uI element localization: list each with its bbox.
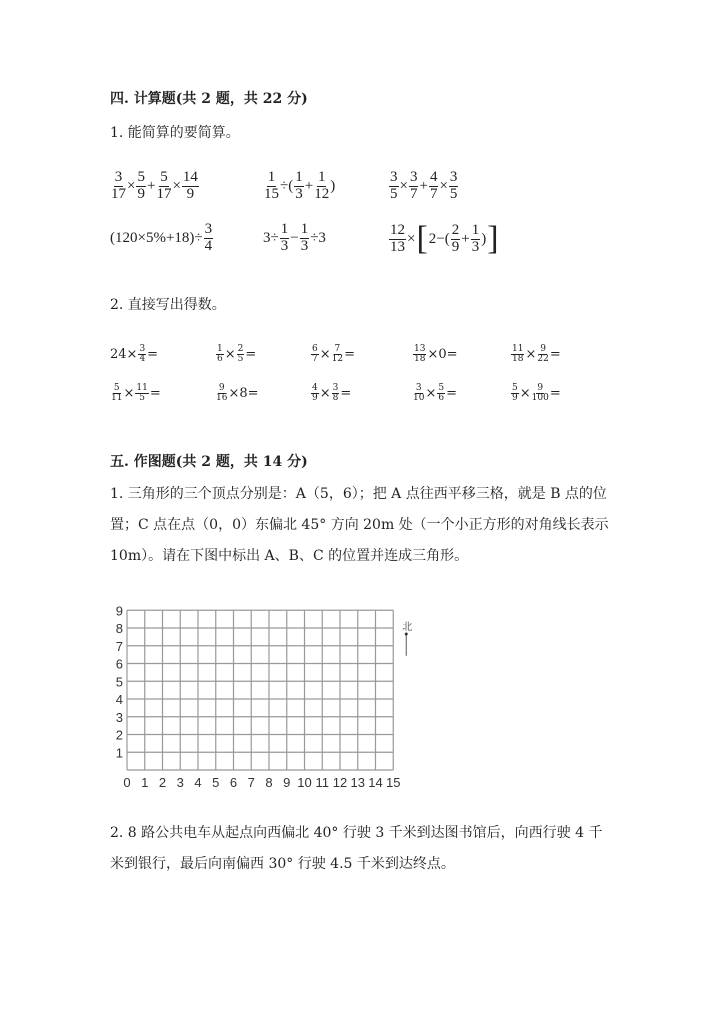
math-expression — [263, 170, 335, 203]
math-text: × — [172, 177, 181, 194]
math-text: (120×5%+18)÷ — [110, 229, 203, 246]
fraction — [311, 345, 319, 365]
numerator: 5 — [137, 169, 145, 185]
numerator: 3 — [415, 383, 422, 393]
denominator: 18 — [414, 354, 426, 365]
y-axis-label: 6 — [115, 656, 123, 672]
fraction — [294, 170, 304, 203]
fraction — [264, 170, 279, 203]
numerator: 12 — [390, 221, 405, 238]
fraction — [332, 384, 340, 404]
s5-q2-text — [110, 818, 610, 880]
math-text: = — [149, 386, 161, 402]
y-axis-label: 1 — [115, 745, 123, 761]
coordinate-grid[interactable] — [105, 600, 425, 795]
denominator: 17 — [156, 185, 172, 202]
math-text: × — [425, 386, 437, 402]
math-expression — [510, 345, 561, 365]
math-expression — [412, 384, 457, 404]
fraction — [429, 170, 439, 203]
math-expression — [215, 345, 256, 365]
denominator: 5 — [237, 354, 244, 365]
numerator: 3 — [332, 383, 339, 393]
denominator: 100 — [531, 393, 549, 404]
fraction — [237, 345, 245, 365]
north-label: 北 — [402, 622, 413, 633]
math-text: − — [290, 229, 299, 246]
math-text: × — [319, 386, 331, 402]
math-expression — [110, 345, 158, 365]
denominator: 15 — [264, 185, 279, 202]
text-line: 1. 三角形的三个顶点分别是：A（5，6）；把 A 点往西平移三格，就是 B 点的位 — [110, 486, 607, 502]
x-axis-label: 1 — [141, 775, 149, 790]
denominator: 9 — [312, 393, 318, 404]
denominator: 5 — [390, 185, 398, 202]
numerator: 1 — [280, 221, 289, 237]
denominator: 3 — [280, 237, 289, 254]
numerator: 3 — [139, 344, 146, 354]
text-line: 10m）。请在下图中标出 A、B、C 的位置并连成三角形。 — [110, 548, 469, 564]
denominator: 7 — [312, 354, 318, 365]
denominator: 17 — [111, 185, 126, 202]
numerator: 6 — [312, 344, 318, 354]
fraction — [135, 384, 148, 404]
y-axis-label: 3 — [115, 709, 123, 725]
y-axis-label: 8 — [115, 621, 123, 636]
fraction — [204, 222, 214, 255]
math-text: = — [245, 347, 257, 363]
numerator: 9 — [537, 383, 544, 393]
math-text: × — [519, 386, 531, 402]
math-text: × — [123, 386, 135, 402]
fraction — [300, 222, 310, 255]
fraction — [451, 223, 461, 256]
x-axis-label: 7 — [247, 775, 255, 790]
math-text: + — [419, 177, 428, 194]
x-axis-label: 14 — [368, 775, 383, 790]
numerator: 4 — [429, 169, 438, 185]
numerator: 3 — [390, 169, 398, 185]
numerator: 5 — [160, 169, 168, 185]
numerator: 5 — [438, 383, 445, 393]
math-expression — [388, 170, 459, 203]
numerator: 7 — [334, 344, 341, 354]
math-expression — [263, 222, 326, 255]
numerator: 3 — [114, 169, 123, 185]
denominator: 3 — [295, 185, 303, 202]
numerator: 1 — [295, 169, 303, 185]
numerator: 11 — [136, 383, 148, 393]
denominator: 10 — [413, 393, 425, 404]
x-axis-label: 9 — [283, 775, 291, 790]
fraction — [437, 384, 445, 404]
q2-label: 2. 直接写出得数。 — [110, 297, 226, 313]
x-axis-label: 13 — [350, 775, 365, 790]
fraction — [389, 223, 406, 256]
numerator: 5 — [512, 383, 518, 393]
q1-label: 1. 能简算的要简算。 — [110, 125, 240, 141]
y-axis-label: 7 — [115, 638, 123, 654]
denominator: 16 — [216, 393, 228, 404]
denominator: 7 — [429, 185, 438, 202]
denominator: 4 — [139, 354, 146, 365]
numerator: 1 — [267, 169, 276, 185]
math-text: ×8= — [228, 386, 259, 402]
numerator: 9 — [540, 344, 546, 354]
bracket: ] — [487, 220, 499, 257]
fraction — [413, 384, 424, 404]
numerator: 5 — [113, 383, 120, 393]
section5-title: 五. 作图题(共 2 题，共 14 分) — [110, 454, 308, 470]
math-text: ) — [481, 230, 487, 247]
math-expression — [310, 345, 355, 365]
math-text: = — [344, 347, 355, 363]
denominator: 6 — [217, 354, 223, 365]
math-text: × — [407, 230, 416, 247]
math-text: + — [461, 230, 470, 247]
denominator: 13 — [390, 238, 405, 255]
math-text: = — [446, 386, 457, 402]
bracket: [ — [416, 220, 428, 257]
fraction — [413, 345, 426, 365]
denominator: 8 — [332, 393, 339, 404]
fraction — [471, 223, 481, 256]
y-axis-label: 4 — [115, 692, 123, 707]
math-text: × — [439, 177, 448, 194]
fraction — [537, 345, 548, 365]
numerator: 14 — [182, 169, 198, 185]
y-axis-label: 9 — [115, 603, 123, 619]
math-text: = — [549, 347, 561, 363]
math-text: 24× — [110, 347, 138, 363]
denominator: 9 — [512, 393, 518, 404]
numerator: 3 — [204, 221, 213, 237]
x-axis-label: 4 — [194, 775, 202, 790]
math-text: ÷( — [280, 177, 294, 194]
x-axis-label: 6 — [229, 775, 238, 790]
text-line: 置；C 点在点（0，0）东偏北 45° 方向 20m 处（一个小正方形的对角线长表示 — [110, 517, 609, 533]
math-expression — [310, 384, 351, 404]
fraction — [389, 170, 399, 203]
fraction — [280, 222, 290, 255]
numerator: 11 — [512, 344, 524, 354]
numerator: 2 — [451, 221, 460, 238]
denominator: 12 — [314, 185, 330, 202]
math-expression — [510, 384, 561, 404]
fraction — [511, 345, 524, 365]
denominator: 11 — [111, 393, 123, 404]
math-text: 3÷ — [263, 229, 279, 246]
math-text: × — [127, 177, 136, 194]
math-text: × — [525, 347, 537, 363]
north-arrow-head-icon — [405, 633, 408, 636]
denominator: 4 — [204, 237, 213, 254]
denominator: 18 — [512, 354, 524, 365]
text-line: 2. 8 路公共电车从起点向西偏北 40° 行驶 3 千米到达图书馆后，向西行驶 4 千 — [110, 825, 603, 841]
fraction — [532, 384, 549, 404]
section4-title: 四. 计算题(共 2 题，共 22 分) — [110, 91, 308, 107]
numerator: 1 — [471, 221, 480, 238]
fraction — [138, 345, 146, 365]
math-text: ÷3 — [310, 229, 326, 246]
math-expression — [110, 384, 161, 404]
x-axis-label: 15 — [386, 775, 401, 790]
numerator: 13 — [414, 344, 426, 354]
denominator: 3 — [471, 238, 480, 255]
fraction — [156, 170, 171, 203]
fraction — [182, 170, 199, 203]
fraction — [332, 345, 343, 365]
denominator: 9 — [451, 238, 460, 255]
denominator: 22 — [537, 354, 549, 365]
math-text: + — [146, 177, 156, 194]
fraction — [409, 170, 419, 203]
fraction — [136, 170, 146, 203]
x-axis-label: 10 — [297, 775, 312, 790]
math-expression — [110, 222, 214, 255]
x-axis-label: 11 — [315, 775, 329, 790]
fraction — [311, 384, 319, 404]
y-axis-label: 2 — [115, 727, 123, 743]
denominator: 9 — [186, 185, 195, 202]
numerator: 4 — [312, 383, 318, 393]
denominator: 3 — [300, 237, 309, 254]
math-text: + — [304, 177, 314, 194]
math-text: = — [549, 386, 561, 402]
fraction — [111, 170, 126, 203]
numerator: 3 — [409, 169, 418, 185]
numerator: 9 — [218, 383, 225, 393]
y-axis-label: 5 — [115, 674, 123, 690]
text-line: 米到银行，最后向南偏西 30° 行驶 4.5 千米到达终点。 — [110, 856, 455, 872]
numerator: 3 — [449, 169, 458, 185]
s5-q1-text — [110, 479, 610, 572]
denominator: 7 — [409, 185, 418, 202]
x-axis-label: 3 — [176, 775, 184, 790]
math-expression — [388, 222, 500, 256]
math-text: 2−( — [428, 230, 450, 247]
x-axis-label: 8 — [265, 775, 273, 790]
math-expression — [215, 384, 259, 404]
fraction — [314, 170, 329, 203]
denominator: 6 — [438, 393, 445, 404]
fraction — [449, 170, 459, 203]
x-axis-label: 0 — [123, 775, 131, 790]
math-expression — [412, 345, 458, 365]
fraction — [111, 384, 122, 404]
math-text: × — [319, 347, 331, 363]
math-text: × — [224, 347, 236, 363]
numerator: 1 — [217, 344, 223, 354]
x-axis-label: 2 — [158, 775, 167, 790]
math-text: ) — [330, 177, 336, 194]
math-text: ×0= — [427, 347, 458, 363]
x-axis-label: 12 — [332, 775, 348, 790]
denominator: 12 — [331, 354, 344, 365]
fraction — [216, 345, 224, 365]
x-axis-label: 5 — [212, 775, 220, 790]
math-expression — [110, 170, 200, 203]
denominator: 5 — [139, 393, 145, 404]
numerator: 1 — [300, 221, 309, 237]
fraction — [511, 384, 519, 404]
math-text: = — [147, 347, 159, 363]
fraction — [216, 384, 227, 404]
numerator: 1 — [317, 169, 326, 185]
denominator: 9 — [137, 185, 145, 202]
math-text: × — [399, 177, 408, 194]
math-text: = — [340, 386, 352, 402]
denominator: 5 — [449, 185, 458, 202]
numerator: 2 — [237, 344, 244, 354]
